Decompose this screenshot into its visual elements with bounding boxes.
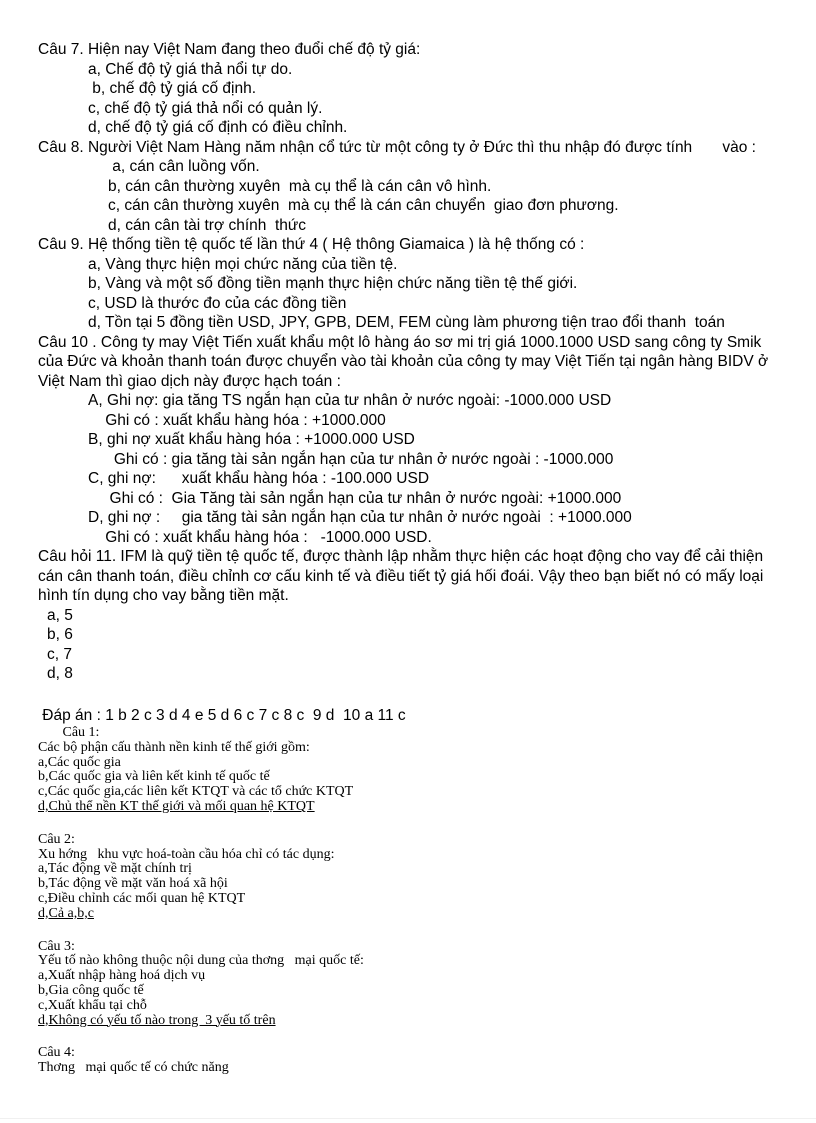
q10-option-d-credit: Ghi có : xuất khẩu hàng hóa : -1000.000 USD. [88,528,432,546]
question-9: Câu 9. Hệ thống tiền tệ quốc tế lần thứ 4 ( Hệ thông Giamaica ) là hệ thống có : [38,236,585,253]
part2-q1-title: Câu 1: [38,725,100,740]
part2-q2-title: Câu 2: [38,831,75,847]
q11-option-a: a, 5 [47,606,73,624]
part2-q1-question: Các bộ phận cấu thành nền kinh tế thế giới gồm: [38,739,310,755]
q7-option-c: c, chế độ tỷ giá thả nổi có quản lý. [88,99,323,117]
part2-q3-option-b: b,Gia công quốc tế [38,982,144,998]
answer-key: Đáp án : 1 b 2 c 3 d 4 e 5 d 6 c 7 c 8 c 9 d 10 a 11 c [38,707,406,724]
q8-option-d: d, cán cân tài trợ chính thức [108,216,307,234]
q10-option-a-credit: Ghi có : xuất khẩu hàng hóa : +1000.000 [88,411,386,429]
q11-option-b: b, 6 [47,626,73,643]
exam-section-2 [38,726,783,1076]
part2-q1-option-c: c,Các quốc gia,các liên kết KTQT và các tổ chức KTQT [38,784,354,800]
question-8: Câu 8. Người Việt Nam Hàng năm nhận cổ tức từ một công ty ở Đức thì thu nhập đó được tính vào : [38,138,756,156]
part2-q4-title: Câu 4: [38,1045,75,1061]
part2-q1-option-a: a,Các quốc gia [38,754,121,770]
part2-q1-option-b: b,Các quốc gia và liên kết kinh tế quốc tế [38,769,270,785]
q11-option-c: c, 7 [47,645,72,663]
page-bottom-edge [0,1118,816,1119]
part2-q2-option-a: a,Tác động về mặt chính trị [38,861,192,877]
q11-option-d: d, 8 [47,665,73,682]
q8-option-b: b, cán cân thường xuyên mà cụ thể là cán cân vô hình. [108,177,492,195]
part2-q4-question: Thơng mại quốc tế có chức năng [38,1060,229,1076]
q7-option-b: b, chế độ tỷ giá cố định. [88,80,257,97]
exam-section-1 [38,40,783,684]
q8-option-c: c, cán cân thường xuyên mà cụ thể là cán cân chuyển giao đơn phương. [108,197,619,214]
question-10: Câu 10 . Công ty may Việt Tiến xuất khẩu một lô hàng áo sơ mi trị giá 1000.1000 USD sang công ty Smik của Đức và khoản thanh toán được chuyển vào tài khoản của công ty may Việt Tiến tại ngân hàng BIDV ở Việt Nam thì giao dịch này được hạch toán : [38,333,769,390]
part2-q3-option-a: a,Xuất nhập hàng hoá dịch vụ [38,968,206,984]
question-11: Câu hỏi 11. IFM là quỹ tiền tệ quốc tế, được thành lập nhằm thực hiện các hoạt động cho vay để cải thiện cán cân thanh toán, điều chỉnh cơ cấu kinh tế và điều tiết tỷ giá hối đoái. Vậy theo bạn biết nó có mấy loại hình tín dụng cho vay bằng tiền mặt. [38,548,764,604]
q7-option-a: a, Chế độ tỷ giá thả nổi tự do. [88,60,293,78]
part2-q2-option-b: b,Tác động về mặt văn hoá xã hội [38,876,228,892]
part2-q3-option-c: c,Xuất khẩu tại chỗ [38,997,147,1013]
part2-q2-option-c: c,Điều chỉnh các mối quan hệ KTQT [38,890,246,906]
part2-q2-option-d-answer: d,Cả a,b,c [38,905,94,921]
q10-option-d-debit: D, ghi nợ : gia tăng tài sản ngắn hạn của tư nhân ở nước ngoài : +1000.000 [88,509,632,526]
q10-option-b-credit: Ghi có : gia tăng tài sản ngắn hạn của tư nhân ở nước ngoài : -1000.000 [88,450,614,468]
q10-option-c-debit: C, ghi nợ: xuất khẩu hàng hóa : -100.000 USD [88,470,430,487]
part2-q3-option-d-answer: d,Không có yếu tố nào trong 3 yếu tố trên [38,1012,276,1028]
q9-option-a: a, Vàng thực hiện mọi chức năng của tiền tệ. [88,255,398,273]
part2-q2-question: Xu hớng khu vực hoá-toàn cầu hóa chỉ có tác dụng: [38,846,335,862]
q10-option-c-credit: Ghi có : Gia Tăng tài sản ngắn hạn của tư nhân ở nước ngoài: +1000.000 [88,489,622,507]
q9-option-d: d, Tồn tại 5 đồng tiền USD, JPY, GPB, DEM, FEM cùng làm phương tiện trao đổi thanh toán [88,314,725,331]
q10-option-b-debit: B, ghi nợ xuất khẩu hàng hóa : +1000.000 USD [88,431,415,448]
q7-option-d: d, chế độ tỷ giá cố định có điều chỉnh. [88,119,348,136]
q10-option-a-debit: A, Ghi nợ: gia tăng TS ngắn hạn của tư nhân ở nước ngoài: -1000.000 USD [88,392,612,409]
q9-option-b: b, Vàng và một số đồng tiền mạnh thực hiện chức năng tiền tệ thế giới. [88,275,578,292]
part2-q3-question: Yếu tố nào không thuộc nội dung của thơng mại quốc tế: [38,953,364,969]
part2-q1-option-d-answer: d,Chủ thể nền KT thế giới và mối quan hệ KTQT [38,798,315,814]
q8-option-a: a, cán cân luồng vốn. [108,158,260,175]
q9-option-c: c, USD là thước đo của các đồng tiền [88,294,347,312]
part2-q3-title: Câu 3: [38,938,75,954]
question-7: Câu 7. Hiện nay Việt Nam đang theo đuổi chế độ tỷ giá: [38,41,421,58]
